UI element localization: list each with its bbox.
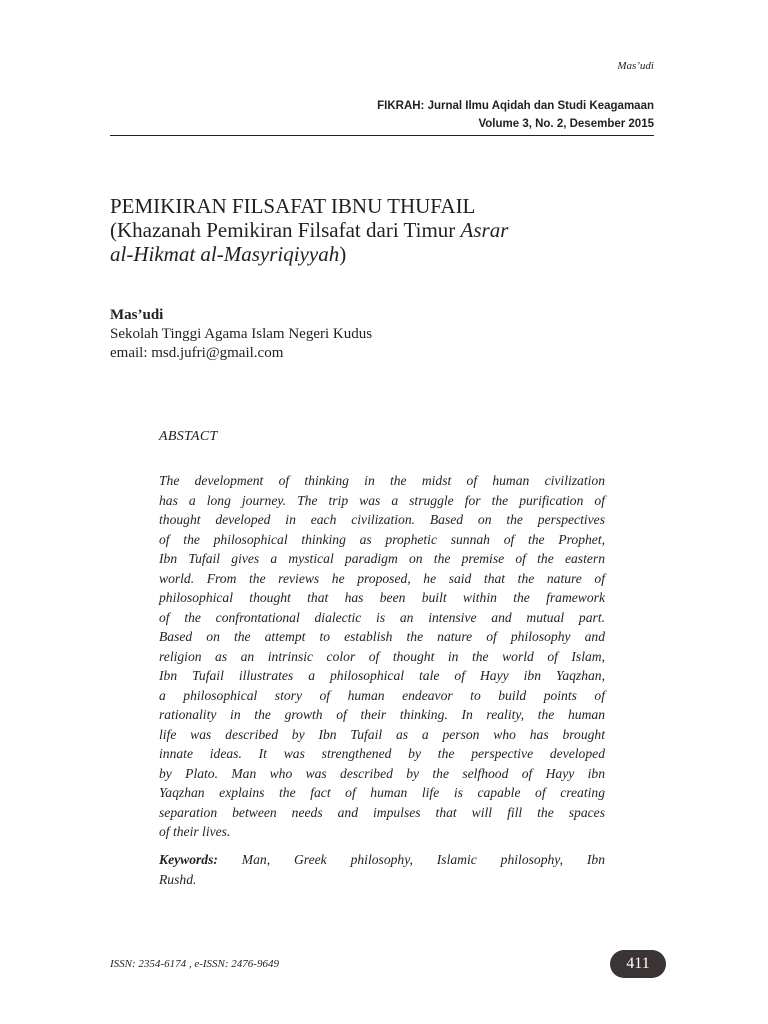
keywords-line-1 <box>159 850 605 870</box>
abstract-line: rationality in the growth of their thinking. In reality, the human <box>159 707 605 722</box>
abstract-heading: ABSTACT <box>159 429 218 444</box>
abstract-line: of the philosophical thinking as prophetic sunnah of the Prophet, <box>159 531 605 547</box>
abstract-line: by Plato. Man who was described by the selfhood of Hayy ibn <box>159 765 605 781</box>
page-number-badge: 411 <box>610 950 666 978</box>
title-line-3-italic: al-Hikmat al-Masyriqiyyah <box>110 242 340 266</box>
abstract-line: innate ideas. It was strengthened by the perspective developed <box>159 746 605 761</box>
journal-name: FIKRAH: Jurnal Ilmu Aqidah dan Studi Keagamaan <box>377 100 654 112</box>
abstract-line: religion as an intrinsic color of thought in the world of Islam, <box>159 648 605 664</box>
footer-issn: ISSN: 2354-6174 , e-ISSN: 2476-9649 <box>110 958 279 970</box>
keywords <box>159 850 605 889</box>
title-line-2-italic: Asrar <box>460 218 509 242</box>
journal-header <box>377 97 654 133</box>
abstract-line: separation between needs and impulses that will fill the spaces <box>159 804 605 820</box>
abstract-line: of the confrontational dialectic is an intensive and mutual part. <box>159 609 605 625</box>
abstract-line: thought developed in each civilization. Based on the perspectives <box>159 512 605 527</box>
running-head: Mas’udi <box>617 60 654 72</box>
author-block <box>110 306 650 363</box>
abstract-line: Yaqzhan explains the fact of human life is capable of creating <box>159 785 605 800</box>
title-line-1: PEMIKIRAN FILSAFAT IBNU THUFAIL <box>110 194 476 218</box>
author-affiliation: Sekolah Tinggi Agama Islam Negeri Kudus <box>110 326 373 342</box>
abstract-line: philosophical thought that has been built within the framework <box>159 590 605 605</box>
keywords-label: Keywords: <box>159 852 218 867</box>
abstract-body <box>159 471 605 842</box>
abstract-line: of their lives. <box>159 824 231 839</box>
keywords-text-1: Man, Greek philosophy, Islamic philosophy, Ibn <box>217 852 605 867</box>
author-email: email: msd.jufri@gmail.com <box>110 345 284 361</box>
title-line-2-prefix: (Khazanah Pemikiran Filsafat dari Timur <box>110 218 461 242</box>
title-line-3 <box>110 242 670 266</box>
abstract-line: world. From the reviews he proposed, he said that the nature of <box>159 570 605 586</box>
abstract-line: Based on the attempt to establish the nature of philosophy and <box>159 629 605 644</box>
article-title <box>110 194 670 266</box>
keywords-line-2: Rushd. <box>159 871 197 887</box>
title-line-2 <box>110 218 670 242</box>
abstract-line: a philosophical story of human endeavor to build points of <box>159 687 605 703</box>
abstract-line: Ibn Tufail illustrates a philosophical tale of Hayy ibn Yaqzhan, <box>159 668 605 683</box>
abstract-line: The development of thinking in the midst of human civilization <box>159 473 605 488</box>
journal-issue: Volume 3, No. 2, Desember 2015 <box>478 118 654 130</box>
abstract-line: Ibn Tufail gives a mystical paradigm on the premise of the eastern <box>159 551 605 566</box>
author-name: Mas’udi <box>110 307 164 323</box>
abstract-line: has a long journey. The trip was a struggle for the purification of <box>159 492 605 508</box>
title-line-3-suffix: ) <box>339 242 347 266</box>
header-rule <box>110 135 654 136</box>
abstract-line: life was described by Ibn Tufail as a person who has brought <box>159 726 605 742</box>
